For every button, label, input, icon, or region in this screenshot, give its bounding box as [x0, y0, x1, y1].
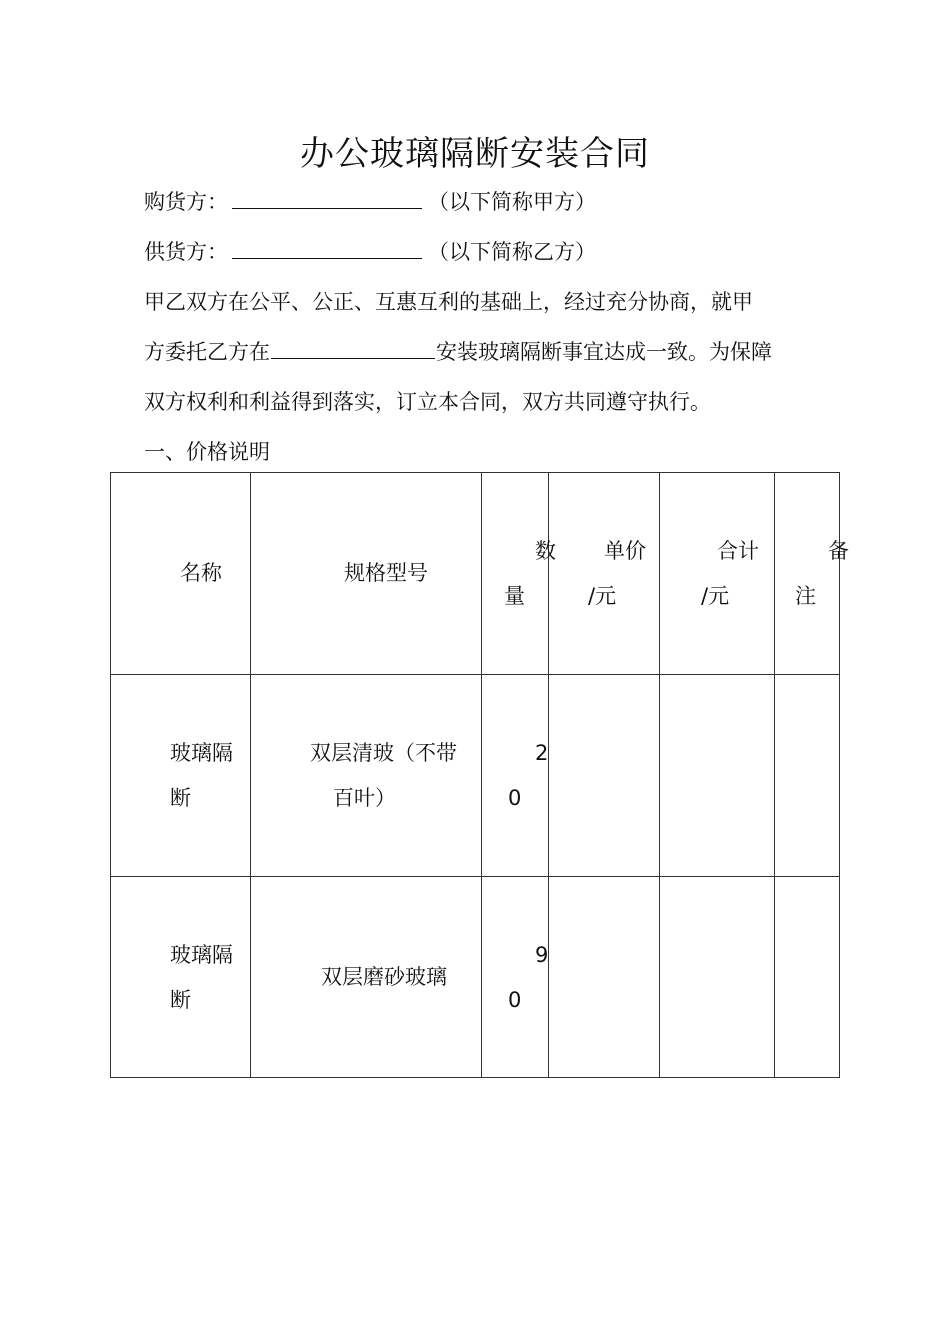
buyer-blank[interactable] — [232, 188, 422, 209]
row2-remark-cell[interactable] — [775, 877, 840, 1078]
row2-spec-cell — [251, 877, 482, 1078]
header-name: 名称 — [180, 561, 222, 585]
header-total-cell — [660, 473, 775, 675]
row1-remark-cell[interactable] — [775, 675, 840, 877]
row1-name-cell — [111, 675, 251, 877]
buyer-label: 购货方： — [144, 190, 228, 214]
section-heading-price: 一、价格说明 — [144, 440, 270, 464]
row1-name-part2: 断 — [170, 786, 191, 810]
row1-total-cell[interactable] — [660, 675, 775, 877]
row1-qty-part2: 0 — [508, 786, 522, 810]
seller-line — [144, 236, 596, 266]
seller-blank[interactable] — [232, 238, 422, 259]
row2-name-part2: 断 — [170, 988, 191, 1012]
row2-spec: 双层磨砂玻璃 — [321, 965, 447, 989]
header-unit-price-cell — [549, 473, 660, 675]
buyer-suffix: （以下简称甲方） — [428, 190, 596, 214]
header-qty-cell — [482, 473, 556, 675]
document-title: 办公玻璃隔断安装合同 — [300, 134, 650, 174]
header-unit-price-part2: /元 — [588, 584, 617, 608]
row1-name-part1: 玻璃隔 — [170, 741, 233, 765]
price-table — [110, 472, 849, 1078]
row2-qty-cell — [482, 877, 549, 1078]
header-remark-cell — [775, 473, 849, 675]
row1-spec-cell — [251, 675, 482, 877]
header-name-cell — [111, 473, 251, 675]
row1-unit-price-cell[interactable] — [549, 675, 660, 877]
intro-line-1: 甲乙双方在公平、公正、互惠互利的基础上，经过充分协商，就甲 — [144, 290, 753, 314]
header-qty-part1: 数 — [535, 539, 556, 563]
seller-label: 供货方： — [144, 240, 228, 264]
row2-unit-price-cell[interactable] — [549, 877, 660, 1078]
seller-suffix: （以下简称乙方） — [428, 240, 596, 264]
header-remark-part1: 备 — [828, 539, 849, 563]
table-row — [111, 675, 840, 877]
row2-qty-part2: 0 — [508, 988, 522, 1012]
table-row — [111, 877, 840, 1078]
row1-qty-cell — [482, 675, 549, 877]
header-unit-price-part1: 单价 — [604, 539, 646, 563]
location-blank[interactable] — [271, 338, 435, 359]
header-spec-cell — [251, 473, 482, 675]
intro-line-2 — [144, 336, 772, 366]
row2-name-cell — [111, 877, 251, 1078]
row1-spec-part2: 百叶） — [333, 786, 396, 810]
header-qty-part2: 量 — [504, 584, 525, 608]
header-total-part1: 合计 — [717, 539, 759, 563]
header-remark-part2: 注 — [795, 584, 816, 608]
row1-spec-part1: 双层清玻（不带 — [310, 741, 457, 765]
row2-name-part1: 玻璃隔 — [170, 943, 233, 967]
intro-line-3: 双方权利和利益得到落实，订立本合同，双方共同遵守执行。 — [144, 390, 711, 414]
intro-line-2-start: 方委托乙方在 — [144, 340, 270, 364]
row2-total-cell[interactable] — [660, 877, 775, 1078]
row2-qty-part1: 9 — [535, 943, 549, 967]
table-header-row — [111, 473, 840, 675]
header-spec: 规格型号 — [344, 561, 428, 585]
intro-line-2-end: 安装玻璃隔断事宜达成一致。为保障 — [436, 340, 772, 364]
buyer-line — [144, 186, 596, 216]
row1-qty-part1: 2 — [535, 741, 549, 765]
header-total-part2: /元 — [701, 584, 730, 608]
